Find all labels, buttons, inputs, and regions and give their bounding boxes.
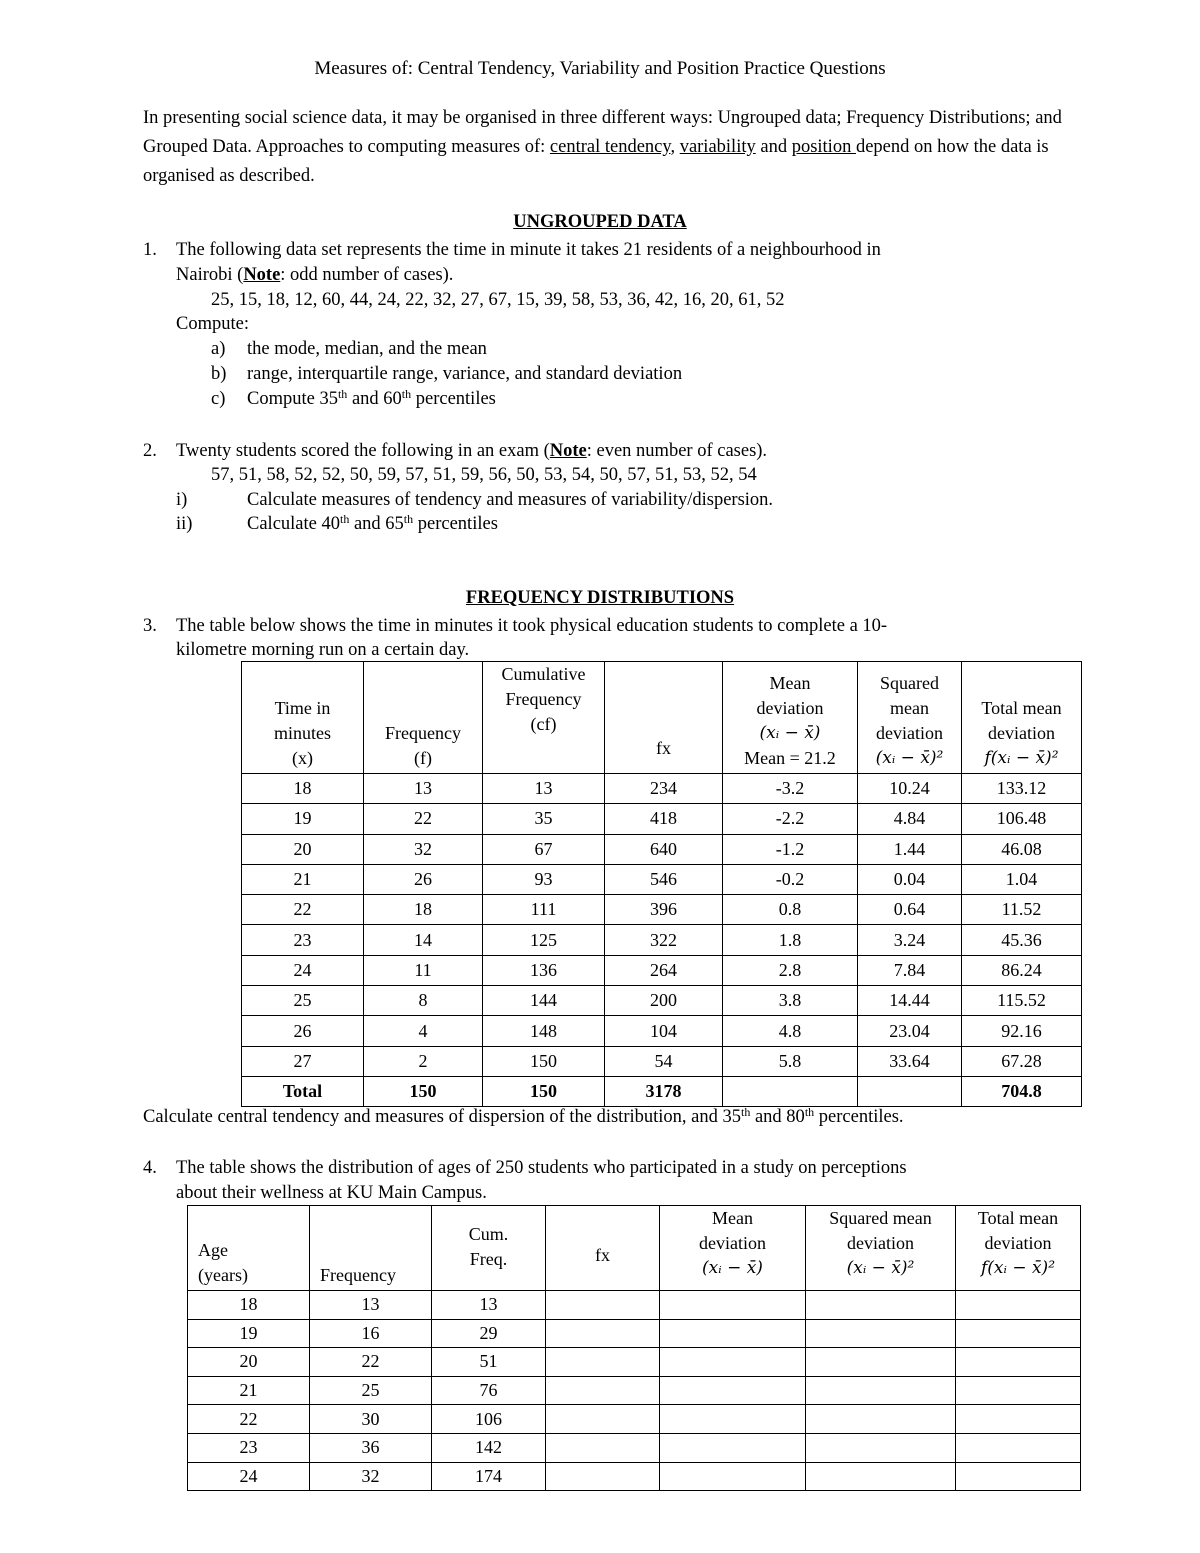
q4-header-sq-dev xyxy=(806,1206,956,1291)
table-cell: 93 xyxy=(483,864,605,894)
table-cell xyxy=(806,1405,956,1434)
table-cell: 20 xyxy=(242,834,364,864)
page-title: Measures of: Central Tendency, Variability and Position Practice Questions xyxy=(314,58,886,79)
table-row xyxy=(188,1376,1081,1405)
table-cell: 19 xyxy=(188,1319,310,1348)
table-row xyxy=(188,1462,1081,1491)
table-row xyxy=(242,804,1082,834)
table-cell: 0.8 xyxy=(723,895,858,925)
table-cell: 21 xyxy=(188,1376,310,1405)
q3-header-sq-dev-3: deviation xyxy=(876,723,943,743)
q4-line-1: The table shows the distribution of ages of 250 students who participated in a study on perceptions xyxy=(176,1158,907,1178)
table-cell: 13 xyxy=(432,1291,546,1320)
table-cell: 36 xyxy=(310,1433,432,1462)
q1-line-2a: Nairobi ( xyxy=(176,265,244,285)
q1-note: Note xyxy=(243,265,281,285)
table-row xyxy=(242,1016,1082,1046)
q3-header-time-3: (x) xyxy=(292,748,313,768)
q3-number: 3. xyxy=(143,616,157,636)
table-cell: 106 xyxy=(432,1405,546,1434)
q4-header-age-2: (years) xyxy=(198,1265,248,1285)
table-cell: 106.48 xyxy=(962,804,1082,834)
table-row xyxy=(242,774,1082,804)
q3-header-freq-2: (f) xyxy=(414,748,432,768)
table-cell: 21 xyxy=(242,864,364,894)
table-cell: 25 xyxy=(242,986,364,1016)
q3-header-cf-3: (cf) xyxy=(530,714,557,734)
q1-compute: Compute: xyxy=(176,314,249,334)
table-cell: 546 xyxy=(605,864,723,894)
q2-line-1b: : even number of cases). xyxy=(586,441,768,461)
q3-line-1: The table below shows the time in minutes it took physical education students to complete a 10- xyxy=(176,616,888,636)
q3-header-mean-dev-formula: (xᵢ − x̄) xyxy=(759,723,821,743)
table-cell xyxy=(546,1348,660,1377)
q4-header-mean-dev-2: deviation xyxy=(699,1233,766,1253)
table-cell: 33.64 xyxy=(858,1046,962,1076)
table-total-row xyxy=(242,1076,1082,1106)
table-cell xyxy=(660,1348,806,1377)
table-cell: 234 xyxy=(605,774,723,804)
table-cell: 32 xyxy=(310,1462,432,1491)
q4-header-total-dev-2: deviation xyxy=(984,1233,1052,1253)
table-cell xyxy=(660,1433,806,1462)
table-cell: 46.08 xyxy=(962,834,1082,864)
q3-header-total-dev-1: Total mean xyxy=(981,698,1062,718)
q2-data: 57, 51, 58, 52, 52, 50, 59, 57, 51, 59, 56, 50, 53, 54, 50, 57, 51, 53, 52, 54 xyxy=(211,465,757,485)
q3-after-sup-1: th xyxy=(741,1105,751,1119)
table-cell: 32 xyxy=(364,834,483,864)
table-cell xyxy=(546,1319,660,1348)
intro-sep-1: , xyxy=(670,137,680,157)
table-cell: 18 xyxy=(364,895,483,925)
q4-header-mean-dev-formula: (xᵢ − x̄) xyxy=(702,1258,763,1278)
table-cell: 8 xyxy=(364,986,483,1016)
table-cell: 22 xyxy=(242,895,364,925)
q1-c-sup-1: th xyxy=(337,387,348,401)
table-cell: 136 xyxy=(483,955,605,985)
table-cell: 16 xyxy=(310,1319,432,1348)
table-cell: 92.16 xyxy=(962,1016,1082,1046)
q2-ii-text xyxy=(247,514,498,535)
q2-ii-text-3: percentiles xyxy=(413,514,498,534)
q3-header-mean-dev-1: Mean xyxy=(769,673,811,693)
table-cell: -0.2 xyxy=(723,864,858,894)
table-cell: 22 xyxy=(310,1348,432,1377)
table-cell: 23.04 xyxy=(858,1016,962,1046)
table-cell: 418 xyxy=(605,804,723,834)
q2-line-1a: Twenty students scored the following in an exam ( xyxy=(176,441,550,461)
q1-line-2 xyxy=(176,265,453,286)
q4-header-fx-text: fx xyxy=(595,1244,610,1265)
q1-b-label: b) xyxy=(211,364,227,384)
table-cell: 133.12 xyxy=(962,774,1082,804)
total-cell xyxy=(723,1076,858,1106)
intro-link-central-tendency: central tendency xyxy=(549,137,671,157)
table-cell: 45.36 xyxy=(962,925,1082,955)
table-cell xyxy=(806,1462,956,1491)
q3-header-frequency xyxy=(364,662,483,774)
q2-number: 2. xyxy=(143,441,157,461)
total-cell: 150 xyxy=(483,1076,605,1106)
table-row xyxy=(242,895,1082,925)
q3-header-cf-1: Cumulative xyxy=(501,664,586,684)
table-cell: 125 xyxy=(483,925,605,955)
table-cell: 0.04 xyxy=(858,864,962,894)
intro-sep-2: and xyxy=(755,137,792,157)
q4-header-cf-1: Cum. xyxy=(468,1224,509,1244)
q1-a-label: a) xyxy=(211,339,226,359)
table-cell: 67.28 xyxy=(962,1046,1082,1076)
q1-data: 25, 15, 18, 12, 60, 44, 24, 22, 32, 27, 67, 15, 39, 58, 53, 36, 42, 16, 20, 61, 52 xyxy=(211,290,785,310)
table-cell xyxy=(806,1376,956,1405)
intro-text-2: depend on how the data is organised as described. xyxy=(143,137,1049,186)
q4-line-2: about their wellness at KU Main Campus. xyxy=(176,1183,487,1203)
q3-instruction xyxy=(143,1107,904,1128)
q1-c-text xyxy=(247,389,496,410)
q3-header-mean-value: Mean = 21.2 xyxy=(744,748,836,768)
table-cell xyxy=(956,1291,1081,1320)
table-cell: 18 xyxy=(242,774,364,804)
q2-ii-sup-2: th xyxy=(403,512,414,526)
table-cell: 26 xyxy=(364,864,483,894)
table-cell: 86.24 xyxy=(962,955,1082,985)
q4-header-total-dev-formula: f(xᵢ − x̄)² xyxy=(980,1258,1056,1278)
table-cell: 640 xyxy=(605,834,723,864)
q2-i-text: Calculate measures of tendency and measures of variability/dispersion. xyxy=(247,490,774,510)
table-cell: 7.84 xyxy=(858,955,962,985)
table-cell: 2.8 xyxy=(723,955,858,985)
table-cell xyxy=(956,1462,1081,1491)
q1-b-text: range, interquartile range, variance, and standard deviation xyxy=(247,364,683,384)
table-cell: 144 xyxy=(483,986,605,1016)
q3-header-total-dev-2: deviation xyxy=(988,723,1055,743)
intro-link-position: position xyxy=(791,137,856,157)
table-cell: 1.04 xyxy=(962,864,1082,894)
table-cell xyxy=(546,1405,660,1434)
table-row xyxy=(188,1433,1081,1462)
table-cell xyxy=(546,1462,660,1491)
q4-header-total-dev-1: Total mean xyxy=(977,1208,1059,1228)
table-cell: 18 xyxy=(188,1291,310,1320)
table-cell: 1.44 xyxy=(858,834,962,864)
table-cell xyxy=(806,1348,956,1377)
q2-ii-text-1: Calculate 40 xyxy=(247,514,340,534)
q4-header-sq-dev-formula: (xᵢ − x̄)² xyxy=(846,1258,915,1278)
q3-frequency-table xyxy=(241,661,1082,1107)
q4-header-frequency xyxy=(310,1206,432,1291)
total-cell: Total xyxy=(242,1076,364,1106)
q3-header-total-dev-formula: f(xᵢ − x̄)² xyxy=(984,748,1059,768)
q3-header-cf-2: Frequency xyxy=(505,689,582,709)
q4-header-total-dev xyxy=(956,1206,1081,1291)
table-cell: 13 xyxy=(364,774,483,804)
table-cell: 4 xyxy=(364,1016,483,1046)
table-cell: 3.8 xyxy=(723,986,858,1016)
section-heading-frequency: FREQUENCY DISTRIBUTIONS xyxy=(465,588,735,608)
table-row xyxy=(242,864,1082,894)
table-cell: 11.52 xyxy=(962,895,1082,925)
q3-header-fx xyxy=(605,662,723,774)
q4-number: 4. xyxy=(143,1158,157,1178)
table-cell: 23 xyxy=(242,925,364,955)
table-cell: 115.52 xyxy=(962,986,1082,1016)
q4-header-age xyxy=(188,1206,310,1291)
table-row xyxy=(242,986,1082,1016)
q3-header-time xyxy=(242,662,364,774)
table-cell: -2.2 xyxy=(723,804,858,834)
q4-header-sq-dev-2: deviation xyxy=(847,1233,914,1253)
table-cell: 24 xyxy=(188,1462,310,1491)
table-cell: 23 xyxy=(188,1433,310,1462)
q1-c-sup-2: th xyxy=(401,387,412,401)
table-cell: 76 xyxy=(432,1376,546,1405)
table-cell xyxy=(546,1433,660,1462)
q3-header-mean-dev-2: deviation xyxy=(756,698,824,718)
table-row xyxy=(188,1405,1081,1434)
q3-after-sup-2: th xyxy=(804,1105,815,1119)
table-cell: 27 xyxy=(242,1046,364,1076)
table-row xyxy=(242,1046,1082,1076)
table-cell: 19 xyxy=(242,804,364,834)
table-cell: 264 xyxy=(605,955,723,985)
table-cell: 396 xyxy=(605,895,723,925)
q3-header-freq-1: Frequency xyxy=(385,723,461,743)
table-cell: 0.64 xyxy=(858,895,962,925)
q3-header-mean-dev xyxy=(723,662,858,774)
q2-ii-text-2: and 65 xyxy=(349,514,404,534)
table-cell: 13 xyxy=(310,1291,432,1320)
table-cell: 26 xyxy=(242,1016,364,1046)
q3-after-2: and 80 xyxy=(750,1107,805,1127)
q4-age-table xyxy=(187,1205,1081,1491)
q2-note: Note xyxy=(549,441,587,461)
table-cell: 13 xyxy=(483,774,605,804)
table-row xyxy=(188,1291,1081,1320)
q2-ii-label: ii) xyxy=(176,514,193,534)
q3-header-sq-dev-1: Squared xyxy=(880,673,939,693)
q4-header-cf-2: Freq. xyxy=(469,1249,508,1269)
q3-header-sq-dev-formula: (xᵢ − x̄)² xyxy=(875,748,944,768)
table-cell xyxy=(660,1405,806,1434)
q4-header-cf xyxy=(432,1206,546,1291)
table-cell: 5.8 xyxy=(723,1046,858,1076)
table-cell xyxy=(806,1319,956,1348)
q3-after-1: Calculate central tendency and measures of dispersion of the distribution, and 35 xyxy=(143,1107,741,1127)
table-row xyxy=(242,925,1082,955)
table-cell: 25 xyxy=(310,1376,432,1405)
q3-header-fx-text: fx xyxy=(656,738,671,758)
table-cell: 104 xyxy=(605,1016,723,1046)
table-cell: 2 xyxy=(364,1046,483,1076)
table-cell: 29 xyxy=(432,1319,546,1348)
table-cell: 14.44 xyxy=(858,986,962,1016)
q3-after-3: percentiles. xyxy=(814,1107,904,1127)
table-cell: 24 xyxy=(242,955,364,985)
q3-header-time-1: Time in xyxy=(274,698,331,718)
table-cell xyxy=(660,1462,806,1491)
table-cell: 30 xyxy=(310,1405,432,1434)
table-cell: 10.24 xyxy=(858,774,962,804)
q2-i-label: i) xyxy=(176,490,188,510)
table-cell: 150 xyxy=(483,1046,605,1076)
table-row xyxy=(188,1319,1081,1348)
q3-header-total-dev xyxy=(962,662,1082,774)
total-cell: 3178 xyxy=(605,1076,723,1106)
table-cell: 174 xyxy=(432,1462,546,1491)
table-cell xyxy=(956,1348,1081,1377)
q3-header-time-2: minutes xyxy=(274,723,331,743)
table-cell: 35 xyxy=(483,804,605,834)
table-cell: -1.2 xyxy=(723,834,858,864)
q3-header-sq-dev-2: mean xyxy=(890,698,929,718)
q2-ii-sup-1: th xyxy=(339,512,350,526)
table-cell xyxy=(956,1376,1081,1405)
table-cell: 111 xyxy=(483,895,605,925)
table-row xyxy=(242,834,1082,864)
total-cell: 704.8 xyxy=(962,1076,1082,1106)
intro-link-variability: variability xyxy=(679,137,756,157)
table-cell: 1.8 xyxy=(723,925,858,955)
table-cell xyxy=(546,1376,660,1405)
table-cell: -3.2 xyxy=(723,774,858,804)
table-cell xyxy=(660,1319,806,1348)
table-row xyxy=(242,955,1082,985)
table-cell: 11 xyxy=(364,955,483,985)
table-cell: 142 xyxy=(432,1433,546,1462)
table-cell: 22 xyxy=(364,804,483,834)
table-cell: 20 xyxy=(188,1348,310,1377)
table-cell xyxy=(956,1319,1081,1348)
q4-header-mean-dev-1: Mean xyxy=(712,1208,753,1228)
q3-header-cf xyxy=(483,662,605,774)
q4-header-row xyxy=(188,1206,1081,1291)
table-cell: 67 xyxy=(483,834,605,864)
table-cell: 4.84 xyxy=(858,804,962,834)
table-cell: 322 xyxy=(605,925,723,955)
total-cell: 150 xyxy=(364,1076,483,1106)
table-cell: 54 xyxy=(605,1046,723,1076)
table-cell: 4.8 xyxy=(723,1016,858,1046)
section-heading-ungrouped: UNGROUPED DATA xyxy=(513,212,687,232)
q4-header-mean-dev xyxy=(660,1206,806,1291)
q1-c-text-2: and 60 xyxy=(347,389,402,409)
q4-header-fx xyxy=(546,1206,660,1291)
q1-line-1: The following data set represents the time in minute it takes 21 residents of a neighbourhood in xyxy=(176,240,881,260)
table-cell xyxy=(806,1291,956,1320)
table-cell: 22 xyxy=(188,1405,310,1434)
table-cell: 51 xyxy=(432,1348,546,1377)
intro-text-1: In presenting social science data, it may be organised in three different ways: Ungrouped data; Frequency Distributions; and Grouped Data. Approaches to computing measures of: xyxy=(143,108,1062,157)
q4-header-age-1: Age xyxy=(198,1240,228,1260)
table-cell: 200 xyxy=(605,986,723,1016)
q1-c-label: c) xyxy=(211,389,226,409)
q1-a-text: the mode, median, and the mean xyxy=(247,339,487,359)
q1-line-2b: : odd number of cases). xyxy=(280,265,454,285)
q3-header-row xyxy=(242,662,1082,774)
q1-number: 1. xyxy=(143,240,157,260)
table-cell xyxy=(660,1291,806,1320)
table-cell: 148 xyxy=(483,1016,605,1046)
table-cell xyxy=(806,1433,956,1462)
q4-header-sq-dev-1: Squared mean xyxy=(829,1208,932,1228)
q1-c-text-3: percentiles xyxy=(411,389,496,409)
table-cell xyxy=(956,1405,1081,1434)
table-cell xyxy=(546,1291,660,1320)
q4-header-freq-text: Frequency xyxy=(320,1265,396,1285)
q3-header-sq-dev xyxy=(858,662,962,774)
table-cell xyxy=(956,1433,1081,1462)
table-cell xyxy=(660,1376,806,1405)
q2-line-1 xyxy=(176,441,767,462)
table-cell: 3.24 xyxy=(858,925,962,955)
q1-c-text-1: Compute 35 xyxy=(247,389,338,409)
table-cell: 14 xyxy=(364,925,483,955)
table-row xyxy=(188,1348,1081,1377)
q3-line-2: kilometre morning run on a certain day. xyxy=(176,640,470,660)
intro-paragraph xyxy=(143,104,1083,191)
total-cell xyxy=(858,1076,962,1106)
